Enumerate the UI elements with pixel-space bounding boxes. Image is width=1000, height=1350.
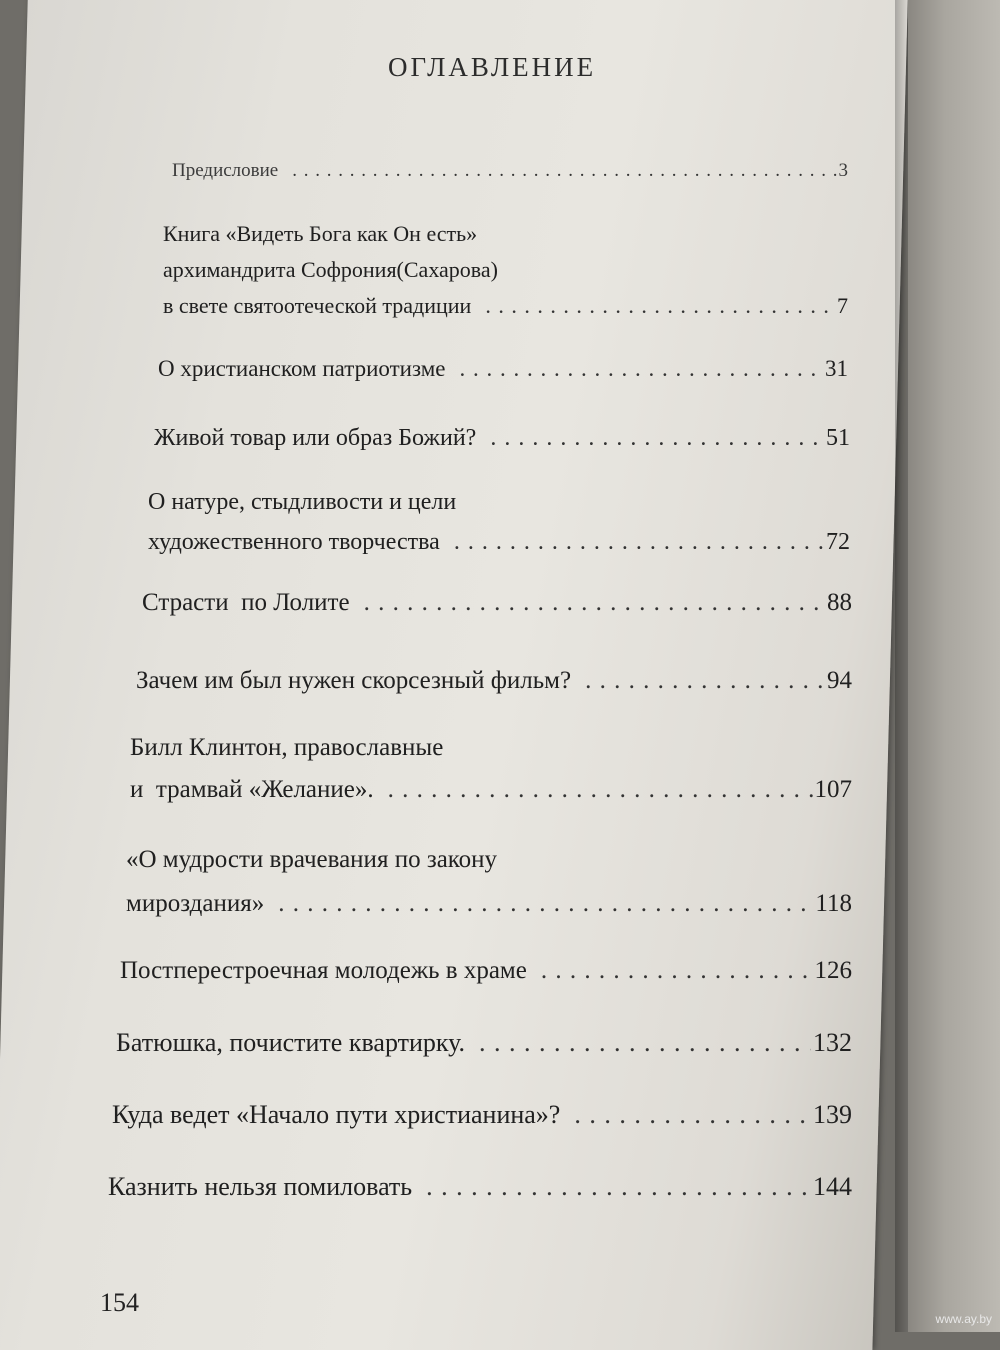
toc-entry-page: 72	[826, 529, 850, 555]
dot-leader	[571, 662, 825, 699]
toc-entry-title-line: «О мудрости врачевания по закону	[126, 846, 498, 873]
dot-leader	[350, 584, 825, 621]
toc-entry-page: 88	[827, 589, 852, 616]
toc-entry	[126, 838, 852, 926]
toc-entry	[158, 350, 848, 387]
toc-entry-title-line: Книга «Видеть Бога как Он есть»	[163, 221, 478, 246]
toc-entry	[120, 952, 852, 989]
dot-leader	[476, 420, 824, 457]
dot-leader	[471, 288, 835, 324]
dot-leader	[374, 769, 813, 811]
toc-entry-title-line: в свете святоотеческой традиции	[163, 293, 472, 318]
toc-entry-page: 139	[813, 1100, 852, 1129]
toc-entry	[142, 584, 852, 621]
toc-entry	[163, 216, 848, 324]
toc-title: ОГЛАВЛЕНИЕ	[388, 52, 597, 82]
toc-entry-page: 7	[837, 293, 848, 318]
toc-entry	[130, 727, 852, 811]
toc-entry-page: 3	[838, 160, 848, 181]
page-number: 154	[100, 1288, 139, 1317]
toc-entry	[108, 1168, 852, 1205]
toc-entry-title-line: Батюшка, почистите квартирку.	[116, 1028, 466, 1057]
toc-entry-page: 51	[826, 425, 850, 451]
dot-leader	[440, 522, 824, 562]
toc-entry-page: 94	[827, 667, 852, 694]
toc-entry-title-line: Казнить нельзя помиловать	[108, 1172, 413, 1201]
toc-entry-title-line: Билл Клинтон, православные	[130, 734, 444, 761]
toc-entry-title-line: Постперестроечная молодежь в храме	[120, 957, 527, 984]
toc-entry-page: 118	[815, 890, 852, 917]
toc-entry-page: 126	[814, 957, 852, 984]
toc-entry	[148, 482, 850, 562]
toc-entry-page: 31	[825, 356, 848, 381]
toc-entry-title-line: художественного творчества	[148, 529, 440, 555]
dot-leader	[560, 1096, 811, 1133]
toc-entry-title-line: и трамвай «Желание».	[130, 776, 374, 803]
dot-leader	[412, 1168, 811, 1205]
toc-entry	[172, 152, 848, 189]
toc-entry-title-line: О христианском патриотизме	[158, 356, 446, 381]
toc-entry-title-line: архимандрита Софрония(Сахарова)	[163, 257, 498, 282]
toc-entry-page: 107	[814, 776, 852, 803]
toc-entry-title-line: Страсти по Лолите	[142, 589, 350, 616]
dot-leader	[527, 952, 813, 989]
toc-entry	[154, 420, 850, 457]
dot-leader	[264, 882, 813, 926]
watermark: www.ay.by	[935, 1312, 992, 1326]
toc-entry-title-line: О натуре, стыдливости и цели	[148, 489, 457, 515]
dot-leader	[445, 350, 823, 387]
toc-entry	[136, 662, 852, 699]
toc-entry-title-line: Зачем им был нужен скорсезный фильм?	[136, 667, 572, 694]
toc-entry-title-line: мироздания»	[126, 890, 265, 917]
toc-entry	[112, 1096, 852, 1133]
toc-entry-page: 132	[813, 1028, 852, 1057]
dot-leader	[465, 1024, 811, 1061]
dot-leader	[278, 152, 836, 189]
toc-entry-title-line: Предисловие	[172, 160, 279, 181]
toc-entry	[116, 1024, 852, 1061]
toc-entry-page: 144	[813, 1172, 852, 1201]
toc-entry-title-line: Живой товар или образ Божий?	[154, 425, 477, 451]
toc-entry-title-line: Куда ведет «Начало пути христианина»?	[112, 1100, 561, 1129]
